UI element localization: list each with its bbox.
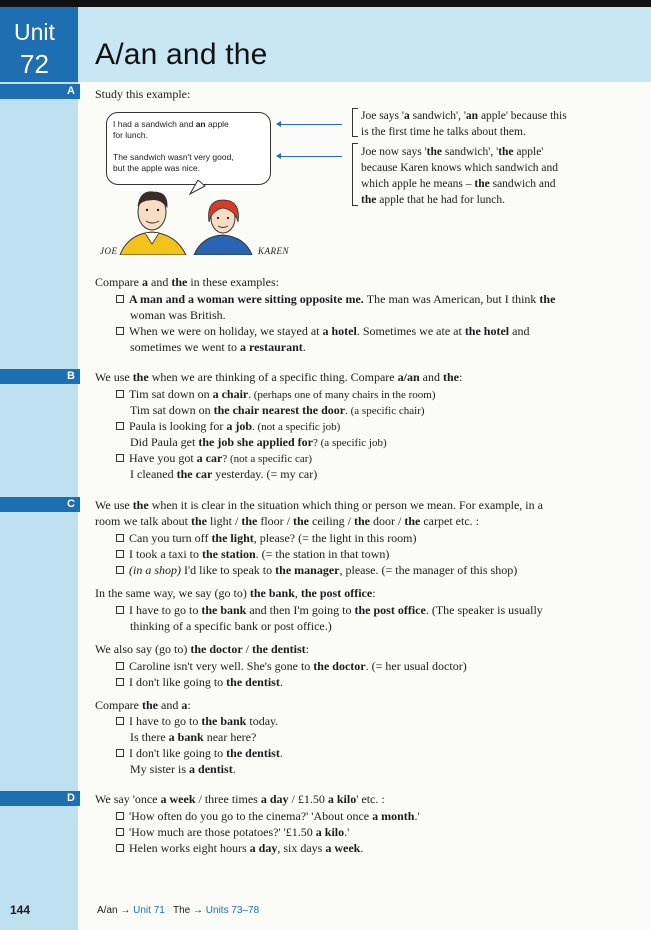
section-c-same-way: In the same way, we say (go to) the bank, the post office: <box>95 586 376 600</box>
checkbox-bullet-icon <box>116 844 124 852</box>
note-2-line-1: Joe now says 'the sandwich', 'the apple' <box>361 146 544 158</box>
example-d-1: 'How often do you go to the cinema?' 'About once a month.' <box>116 808 420 824</box>
checkbox-bullet-icon <box>116 662 124 670</box>
caption-joe: JOE <box>100 246 118 256</box>
checkbox-bullet-icon <box>116 550 124 558</box>
example-c-6: I don't like going to the dentist. <box>116 674 283 690</box>
unit-number: 72 <box>20 49 49 79</box>
example-c-7: I have to go to the bank today. <box>116 713 278 729</box>
example-c-2: I took a taxi to the station. (= the station in that town) <box>116 546 389 562</box>
example-c-1: Can you turn off the light, please? (= the light in this room) <box>116 530 417 546</box>
link-units-73-78[interactable]: Units 73–78 <box>205 905 260 916</box>
section-c-intro-1: We use the when it is clear in the situation which thing or person we mean. For example, in a <box>95 498 543 512</box>
section-d-intro: We say 'once a week / three times a day / £1.50 a kilo' etc. : <box>95 792 385 806</box>
example-c-5: Caroline isn't very well. She's gone to the doctor. (= her usual doctor) <box>116 658 467 674</box>
bubble-line-4: but the apple was nice. <box>113 163 200 173</box>
example-a-2-cont: sometimes we went to a restaurant. <box>130 340 306 354</box>
joe-karen-illustration <box>110 180 270 255</box>
checkbox-bullet-icon <box>116 295 124 303</box>
caption-karen: KAREN <box>258 246 289 256</box>
checkbox-bullet-icon <box>116 828 124 836</box>
note-2-line-2: because Karen knows which sandwich and <box>361 162 559 174</box>
unit-badge <box>0 7 78 82</box>
link-unit-71[interactable]: Unit 71 <box>133 905 165 916</box>
checkbox-bullet-icon <box>116 717 124 725</box>
example-b-5: Have you got a car? (not a specific car) <box>116 450 312 467</box>
checkbox-bullet-icon <box>116 422 124 430</box>
section-c-compare: Compare the and a: <box>95 698 191 712</box>
page-number: 144 <box>10 903 31 917</box>
example-b-1: Tim sat down on a chair. (perhaps one of many chairs in the room) <box>116 386 436 403</box>
example-d-2: 'How much are those potatoes?' '£1.50 a kilo.' <box>116 824 349 840</box>
section-a-compare: Compare a and the in these examples: <box>95 275 279 289</box>
section-label-c: C <box>0 497 80 512</box>
note-2-line-4: the apple that he had for lunch. <box>361 194 506 206</box>
example-a-1-cont: woman was British. <box>130 308 226 322</box>
section-c-also: We also say (go to) the doctor / the dentist: <box>95 642 310 656</box>
arrow-left-icon <box>280 124 342 125</box>
checkbox-bullet-icon <box>116 606 124 614</box>
top-edge <box>0 0 651 7</box>
note-bracket-2 <box>352 143 358 206</box>
example-b-4: Did Paula get the job she applied for? (a specific job) <box>130 435 387 449</box>
checkbox-bullet-icon <box>116 812 124 820</box>
example-b-3: Paula is looking for a job. (not a specific job) <box>116 418 340 435</box>
unit-label: Unit <box>14 19 55 45</box>
page-title: A/an and the <box>95 38 268 71</box>
section-label-d: D <box>0 791 80 806</box>
example-c-9: I don't like going to the dentist. <box>116 745 283 761</box>
checkbox-bullet-icon <box>116 534 124 542</box>
section-b-intro: We use the when we are thinking of a specific thing. Compare a/an and the: <box>95 370 463 384</box>
example-a-1: A man and a woman were sitting opposite me. The man was American, but I think the <box>116 291 555 307</box>
example-b-6: I cleaned the car yesterday. (= my car) <box>130 467 318 481</box>
note-1-line-1: Joe says 'a sandwich', 'an apple' because this <box>361 110 567 122</box>
example-c-4: I have to go to the bank and then I'm going to the post office. (The speaker is usually <box>116 602 543 618</box>
bubble-line-3: The sandwich wasn't very good, <box>113 152 234 162</box>
example-c-3: (in a shop) I'd like to speak to the manager, please. (= the manager of this shop) <box>116 562 517 578</box>
checkbox-bullet-icon <box>116 749 124 757</box>
checkbox-bullet-icon <box>116 327 124 335</box>
note-2-line-3: which apple he means – the sandwich and <box>361 178 556 190</box>
checkbox-bullet-icon <box>116 390 124 398</box>
example-d-3: Helen works eight hours a day, six days a week. <box>116 840 363 856</box>
cross-references: A/an → Unit 71 The → Units 73–78 <box>97 905 260 916</box>
checkbox-bullet-icon <box>116 566 124 574</box>
section-c-intro-2: room we talk about the light / the floor / the ceiling / the door / the carpet etc. : <box>95 514 479 528</box>
example-b-2: Tim sat down on the chair nearest the door. (a specific chair) <box>130 403 425 417</box>
note-1-line-2: is the first time he talks about them. <box>361 126 526 138</box>
example-c-10: My sister is a dentist. <box>130 762 236 776</box>
example-c-4-cont: thinking of a specific bank or post office.) <box>130 619 332 633</box>
bubble-line-1: I had a sandwich and an apple <box>113 119 229 129</box>
bubble-line-2: for lunch. <box>113 130 148 140</box>
section-label-a: A <box>0 84 80 99</box>
example-a-2: When we were on holiday, we stayed at a hotel. Sometimes we ate at the hotel and <box>116 323 529 339</box>
arrow-left-icon <box>280 156 342 157</box>
note-bracket-1 <box>352 108 358 137</box>
section-a-intro: Study this example: <box>95 87 191 101</box>
section-label-b: B <box>0 369 80 384</box>
checkbox-bullet-icon <box>116 678 124 686</box>
checkbox-bullet-icon <box>116 454 124 462</box>
example-c-8: Is there a bank near here? <box>130 730 257 744</box>
